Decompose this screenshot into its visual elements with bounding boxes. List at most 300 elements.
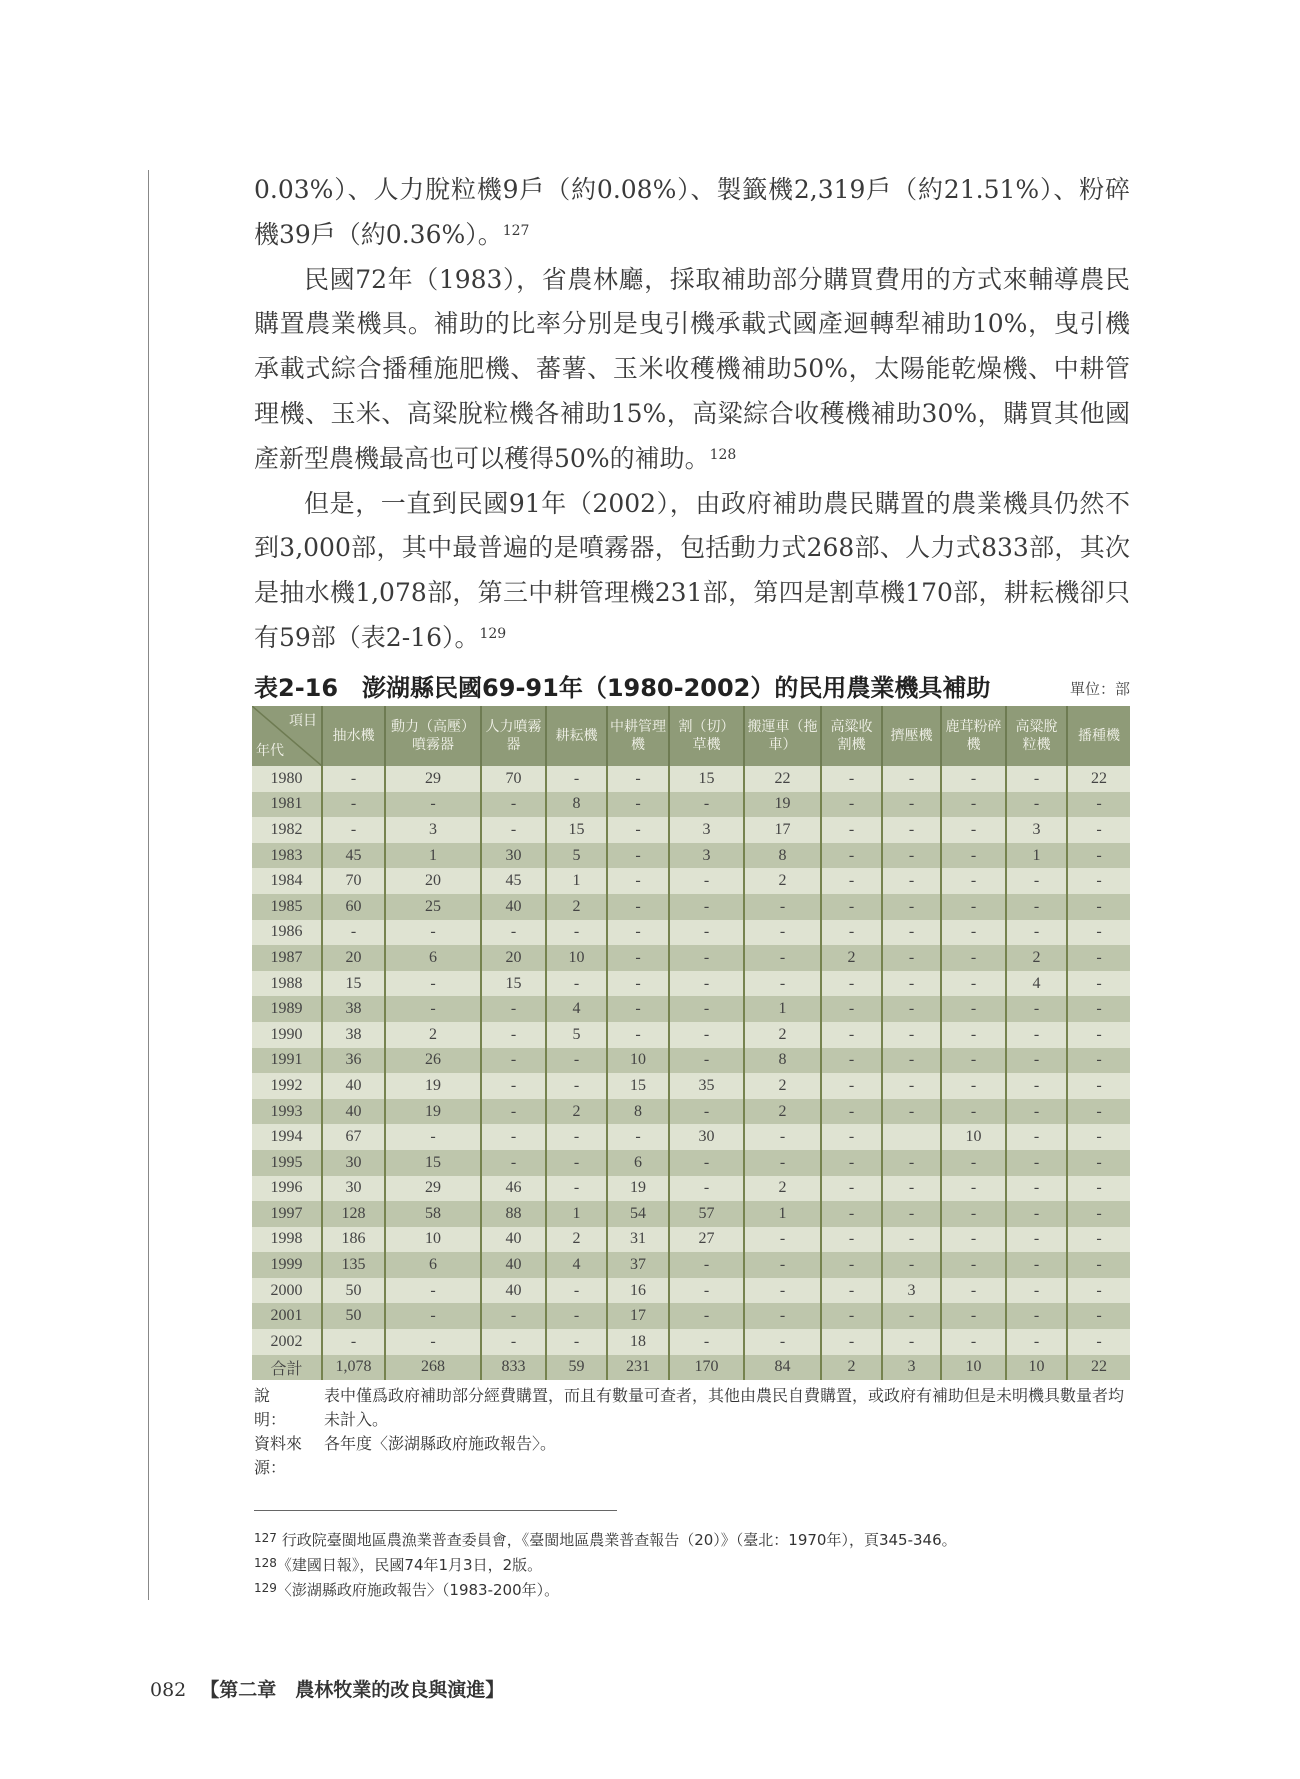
value-cell: - (481, 817, 546, 843)
table-row (252, 792, 1130, 818)
year-cell: 2000 (252, 1278, 322, 1304)
value-cell: 2 (546, 1227, 607, 1253)
value-cell: 3 (882, 1278, 941, 1304)
value-cell: - (669, 1150, 744, 1176)
value-cell: - (607, 920, 669, 946)
value-cell: - (669, 971, 744, 997)
value-cell: - (1006, 766, 1067, 792)
value-cell: 20 (322, 945, 385, 971)
value-cell: 135 (322, 1252, 385, 1278)
year-cell: 1983 (252, 843, 322, 869)
value-cell: - (941, 1176, 1006, 1202)
value-cell: - (546, 766, 607, 792)
year-cell: 1989 (252, 996, 322, 1022)
value-cell: - (322, 920, 385, 946)
value-cell: 54 (607, 1201, 669, 1227)
footnote-ref[interactable]: 129 (479, 625, 507, 642)
value-cell: - (1006, 1022, 1067, 1048)
value-cell: 1 (385, 843, 481, 869)
value-cell: 38 (322, 996, 385, 1022)
value-cell: 3 (669, 817, 744, 843)
value-cell: - (669, 1048, 744, 1074)
value-cell: - (607, 971, 669, 997)
value-cell: - (941, 1048, 1006, 1074)
column-header: 人力噴霧器 (481, 706, 546, 766)
value-cell: 4 (546, 1252, 607, 1278)
value-cell: - (882, 792, 941, 818)
value-cell: - (546, 1073, 607, 1099)
value-cell: - (546, 1048, 607, 1074)
value-cell: - (821, 1329, 882, 1355)
value-cell: - (821, 792, 882, 818)
year-cell: 1990 (252, 1022, 322, 1048)
value-cell: 58 (385, 1201, 481, 1227)
table-row (252, 1099, 1130, 1125)
value-cell: - (882, 1252, 941, 1278)
value-cell: - (821, 843, 882, 869)
value-cell: - (1067, 894, 1130, 920)
year-cell: 1980 (252, 766, 322, 792)
value-cell: 40 (481, 1252, 546, 1278)
value-cell: 3 (669, 843, 744, 869)
value-cell: - (744, 1124, 821, 1150)
value-cell: - (941, 996, 1006, 1022)
value-cell: - (941, 1303, 1006, 1329)
value-cell: - (607, 792, 669, 818)
value-cell: - (607, 894, 669, 920)
year-cell: 1995 (252, 1150, 322, 1176)
value-cell: - (882, 1048, 941, 1074)
column-header: 搬運車（拖車） (744, 706, 821, 766)
value-cell: 15 (322, 971, 385, 997)
year-cell: 2002 (252, 1329, 322, 1355)
value-cell: - (1006, 1303, 1067, 1329)
value-cell: - (821, 996, 882, 1022)
value-cell: - (481, 996, 546, 1022)
value-cell: - (1006, 1252, 1067, 1278)
value-cell: - (1067, 1124, 1130, 1150)
column-header: 中耕管理機 (607, 706, 669, 766)
value-cell: 2 (546, 1099, 607, 1125)
value-cell: 4 (1006, 971, 1067, 997)
value-cell: - (1067, 1073, 1130, 1099)
value-cell: 19 (744, 792, 821, 818)
value-cell: 15 (607, 1073, 669, 1099)
value-cell: 1 (1006, 843, 1067, 869)
value-cell: - (821, 1278, 882, 1304)
value-cell: - (669, 1099, 744, 1125)
value-cell: 84 (744, 1355, 821, 1381)
value-cell: - (481, 1099, 546, 1125)
value-cell: - (1006, 1329, 1067, 1355)
value-cell: 2 (821, 1355, 882, 1381)
value-cell: - (385, 792, 481, 818)
value-cell: - (744, 1278, 821, 1304)
value-cell: - (941, 945, 1006, 971)
value-cell: - (821, 1303, 882, 1329)
value-cell: 2 (1006, 945, 1067, 971)
value-cell: - (821, 817, 882, 843)
value-cell: 19 (385, 1099, 481, 1125)
table-notes: 說 明： 表中僅爲政府補助部分經費購置，而且有數量可查者，其他由農民自費購置，或政府有補助但是未明機具數量者均未計入。 資料來源： 各年度〈澎湖縣政府施政報告〉。 (254, 1384, 1130, 1480)
value-cell: 2 (385, 1022, 481, 1048)
value-cell: - (821, 868, 882, 894)
value-cell: 29 (385, 766, 481, 792)
table-row (252, 920, 1130, 946)
value-cell: 10 (941, 1124, 1006, 1150)
value-cell: 2 (546, 894, 607, 920)
value-cell: - (1067, 1278, 1130, 1304)
value-cell: 1 (546, 1201, 607, 1227)
table-row (252, 766, 1130, 792)
value-cell: - (385, 1303, 481, 1329)
value-cell: - (821, 1073, 882, 1099)
value-cell: 5 (546, 843, 607, 869)
table-row (252, 1252, 1130, 1278)
value-cell: - (669, 1022, 744, 1048)
value-cell: - (607, 766, 669, 792)
value-cell: - (821, 1150, 882, 1176)
table-row (252, 894, 1130, 920)
value-cell: 1,078 (322, 1355, 385, 1381)
value-cell: - (941, 1201, 1006, 1227)
value-cell: - (882, 1329, 941, 1355)
value-cell: - (941, 868, 1006, 894)
table-row (252, 1048, 1130, 1074)
value-cell: - (882, 766, 941, 792)
value-cell: - (669, 1252, 744, 1278)
value-cell: - (481, 920, 546, 946)
value-cell: - (481, 1329, 546, 1355)
table-row (252, 868, 1130, 894)
value-cell: 67 (322, 1124, 385, 1150)
footnotes (254, 1528, 957, 1603)
value-cell: 20 (481, 945, 546, 971)
value-cell: 6 (385, 945, 481, 971)
value-cell: - (882, 920, 941, 946)
value-cell: - (607, 868, 669, 894)
value-cell: 36 (322, 1048, 385, 1074)
value-cell: - (941, 1099, 1006, 1125)
value-cell: - (1067, 843, 1130, 869)
value-cell (882, 1124, 941, 1150)
value-cell: - (1006, 1099, 1067, 1125)
value-cell: 50 (322, 1278, 385, 1304)
value-cell: 45 (481, 868, 546, 894)
table-header-row (252, 706, 1130, 766)
value-cell: - (481, 1150, 546, 1176)
value-cell: 38 (322, 1022, 385, 1048)
value-cell: 8 (744, 1048, 821, 1074)
value-cell: - (546, 1329, 607, 1355)
value-cell: - (1006, 996, 1067, 1022)
value-cell: - (941, 1329, 1006, 1355)
value-cell: 3 (1006, 817, 1067, 843)
year-cell: 1984 (252, 868, 322, 894)
table-row (252, 1278, 1130, 1304)
table-row (252, 1303, 1130, 1329)
value-cell: 17 (607, 1303, 669, 1329)
value-cell: - (322, 817, 385, 843)
value-cell: - (669, 1176, 744, 1202)
value-cell: - (669, 1278, 744, 1304)
value-cell: - (669, 1303, 744, 1329)
value-cell: 46 (481, 1176, 546, 1202)
value-cell: - (481, 1048, 546, 1074)
value-cell: - (941, 766, 1006, 792)
value-cell: - (385, 1278, 481, 1304)
value-cell: 3 (882, 1355, 941, 1381)
value-cell: - (882, 1201, 941, 1227)
value-cell: 19 (607, 1176, 669, 1202)
value-cell: - (941, 1022, 1006, 1048)
value-cell: - (1006, 868, 1067, 894)
value-cell: 29 (385, 1176, 481, 1202)
table-row (252, 1022, 1130, 1048)
page-number: 082 (150, 1679, 187, 1701)
value-cell: 22 (1067, 1355, 1130, 1381)
value-cell: - (941, 1278, 1006, 1304)
value-cell: 57 (669, 1201, 744, 1227)
value-cell: - (1006, 1150, 1067, 1176)
value-cell: - (322, 1329, 385, 1355)
table-row (252, 996, 1130, 1022)
paragraph: 民國72年（1983），省農林廳，採取補助部分購買費用的方式來輔導農民購置農業機具。補助的比率分別是曳引機承載式國產迴轉犁補助10%，曳引機承載式綜合播種施肥機、蕃薯、玉米收穫機補助50%，太陽能乾燥機、中耕管理機、玉米、高粱脫粒機各補助15%，高粱綜合收穫機補助30%，購買其他國產新型農機最高也可以穫得50%的補助。$^{128}$ (254, 264, 1130, 473)
value-cell: - (1006, 1073, 1067, 1099)
value-cell: - (882, 996, 941, 1022)
value-cell: - (1067, 1329, 1130, 1355)
value-cell: - (546, 1278, 607, 1304)
data-table (252, 706, 1130, 1380)
footnote: $^{128}$《建國日報》，民國74年1月3日，2版。 (254, 1556, 543, 1574)
value-cell: 10 (385, 1227, 481, 1253)
value-cell: 30 (669, 1124, 744, 1150)
paragraph: 但是，一直到民國91年（2002），由政府補助農民購置的農業機具仍然不到3,000部，其中最普遍的是噴霧器，包括動力式268部、人力式833部，其次是抽水機1,078部，第三中耕管理機231部，第四是割草機170部，耕耘機卻只有59部（表2-16）。$^{129}$ (254, 488, 1130, 652)
year-cell: 1987 (252, 945, 322, 971)
value-cell: - (941, 1073, 1006, 1099)
value-cell: - (607, 843, 669, 869)
value-cell: - (481, 1022, 546, 1048)
value-cell: - (546, 1176, 607, 1202)
value-cell: - (941, 971, 1006, 997)
value-cell: - (882, 1176, 941, 1202)
table-row (252, 1176, 1130, 1202)
value-cell: - (744, 1227, 821, 1253)
value-cell: - (1006, 1176, 1067, 1202)
value-cell: - (1006, 920, 1067, 946)
value-cell: - (941, 1227, 1006, 1253)
value-cell: - (882, 945, 941, 971)
value-cell: 10 (1006, 1355, 1067, 1381)
value-cell: - (1006, 792, 1067, 818)
value-cell: - (385, 1124, 481, 1150)
value-cell: - (744, 1252, 821, 1278)
table-row (252, 817, 1130, 843)
table-row (252, 1201, 1130, 1227)
value-cell: - (744, 1150, 821, 1176)
year-cell: 1998 (252, 1227, 322, 1253)
value-cell: - (1067, 792, 1130, 818)
footnote: $^{129}$〈澎湖縣政府施政報告〉（1983-200年）。 (254, 1581, 560, 1599)
value-cell: - (669, 894, 744, 920)
value-cell: - (546, 971, 607, 997)
footnote-ref[interactable]: 128 (709, 446, 737, 463)
value-cell: 1 (546, 868, 607, 894)
value-cell: 5 (546, 1022, 607, 1048)
value-cell: 40 (322, 1073, 385, 1099)
value-cell: 15 (481, 971, 546, 997)
table-caption (254, 668, 1130, 704)
value-cell: 6 (385, 1252, 481, 1278)
value-cell: 16 (607, 1278, 669, 1304)
paragraph: 0.03%）、人力脫粒機9戶（約0.08%）、製籤機2,319戶（約21.51%）、粉碎機39戶（約0.36%）。$^{127}$ (254, 175, 1130, 249)
value-cell: 3 (385, 817, 481, 843)
value-cell: - (744, 971, 821, 997)
corner-header: 項目 年代 (252, 706, 322, 766)
value-cell: - (882, 1099, 941, 1125)
value-cell: - (607, 996, 669, 1022)
value-cell: 170 (669, 1355, 744, 1381)
value-cell: 231 (607, 1355, 669, 1381)
value-cell: - (607, 945, 669, 971)
value-cell: - (941, 894, 1006, 920)
value-cell: - (941, 1252, 1006, 1278)
value-cell: - (941, 1150, 1006, 1176)
value-cell: - (669, 792, 744, 818)
column-header: 耕耘機 (546, 706, 607, 766)
value-cell: - (1067, 945, 1130, 971)
value-cell: - (546, 1150, 607, 1176)
value-cell: - (821, 1099, 882, 1125)
value-cell: 1 (744, 1201, 821, 1227)
value-cell: - (1067, 1150, 1130, 1176)
total-row (252, 1355, 1130, 1381)
value-cell: 10 (941, 1355, 1006, 1381)
value-cell: - (941, 843, 1006, 869)
value-cell: - (882, 1303, 941, 1329)
value-cell: - (821, 920, 882, 946)
note-text: 表中僅爲政府補助部分經費購置，而且有數量可查者，其他由農民自費購置，或政府有補助但是未明機具數量者均未計入。 (324, 1386, 1125, 1429)
footnote: $^{127}$ 行政院臺閩地區農漁業普查委員會，《臺閩地區農業普查報告（20）》（臺北：1970年），頁345-346。 (254, 1531, 957, 1549)
value-cell: 18 (607, 1329, 669, 1355)
value-cell: 59 (546, 1355, 607, 1381)
value-cell: 2 (744, 1099, 821, 1125)
value-cell: - (322, 792, 385, 818)
value-cell: - (821, 894, 882, 920)
value-cell: - (481, 792, 546, 818)
value-cell: - (821, 1124, 882, 1150)
table-unit: 單位：部 (1069, 680, 1130, 698)
value-cell: - (744, 945, 821, 971)
value-cell: - (1006, 1048, 1067, 1074)
page-footer (150, 1675, 504, 1702)
value-cell: 8 (607, 1099, 669, 1125)
column-header: 播種機 (1067, 706, 1130, 766)
body-text (254, 168, 1130, 661)
year-cell: 合計 (252, 1355, 322, 1381)
value-cell: - (546, 1124, 607, 1150)
value-cell: - (669, 945, 744, 971)
value-cell: 2 (744, 1176, 821, 1202)
table-row (252, 971, 1130, 997)
year-cell: 1988 (252, 971, 322, 997)
year-cell: 1996 (252, 1176, 322, 1202)
value-cell: - (1067, 868, 1130, 894)
value-cell: 4 (546, 996, 607, 1022)
table-title: 表2-16 澎湖縣民國69-91年（1980-2002）的民用農業機具補助 (254, 674, 991, 702)
value-cell: - (1067, 996, 1130, 1022)
value-cell: 30 (481, 843, 546, 869)
year-cell: 1981 (252, 792, 322, 818)
value-cell: - (1006, 1227, 1067, 1253)
value-cell: - (882, 1022, 941, 1048)
year-cell: 2001 (252, 1303, 322, 1329)
value-cell: - (882, 1150, 941, 1176)
value-cell: 40 (322, 1099, 385, 1125)
value-cell: - (1067, 1252, 1130, 1278)
column-header: 高粱脫粒機 (1006, 706, 1067, 766)
column-header: 動力（高壓）噴霧器 (385, 706, 481, 766)
value-cell: - (546, 1303, 607, 1329)
value-cell: 26 (385, 1048, 481, 1074)
column-header: 抽水機 (322, 706, 385, 766)
value-cell: - (669, 996, 744, 1022)
value-cell: 22 (1067, 766, 1130, 792)
value-cell: - (882, 817, 941, 843)
footnote-divider (254, 1510, 617, 1511)
value-cell: - (1006, 1278, 1067, 1304)
value-cell: - (669, 868, 744, 894)
value-cell: 30 (322, 1176, 385, 1202)
value-cell: - (821, 1048, 882, 1074)
value-cell: - (1006, 1201, 1067, 1227)
value-cell: 10 (607, 1048, 669, 1074)
value-cell: 88 (481, 1201, 546, 1227)
value-cell: - (821, 1201, 882, 1227)
value-cell: - (1067, 817, 1130, 843)
value-cell: 10 (546, 945, 607, 971)
value-cell: 6 (607, 1150, 669, 1176)
table-row (252, 1150, 1130, 1176)
value-cell: 1 (744, 996, 821, 1022)
value-cell: 128 (322, 1201, 385, 1227)
value-cell: - (821, 1022, 882, 1048)
column-header: 高粱收割機 (821, 706, 882, 766)
column-header: 鹿茸粉碎機 (941, 706, 1006, 766)
value-cell: 15 (669, 766, 744, 792)
value-cell: - (1067, 1303, 1130, 1329)
value-cell: - (882, 971, 941, 997)
value-cell: - (744, 1329, 821, 1355)
value-cell: - (481, 1303, 546, 1329)
year-cell: 1999 (252, 1252, 322, 1278)
value-cell: - (1006, 894, 1067, 920)
value-cell: - (882, 1227, 941, 1253)
value-cell: 30 (322, 1150, 385, 1176)
value-cell: 15 (385, 1150, 481, 1176)
value-cell: 31 (607, 1227, 669, 1253)
value-cell: 50 (322, 1303, 385, 1329)
value-cell: - (882, 894, 941, 920)
footnote-ref[interactable]: 127 (502, 222, 530, 239)
value-cell: - (821, 766, 882, 792)
value-cell: 19 (385, 1073, 481, 1099)
value-cell: - (1067, 971, 1130, 997)
value-cell: - (941, 817, 1006, 843)
year-cell: 1986 (252, 920, 322, 946)
value-cell: - (744, 894, 821, 920)
value-cell: 8 (744, 843, 821, 869)
